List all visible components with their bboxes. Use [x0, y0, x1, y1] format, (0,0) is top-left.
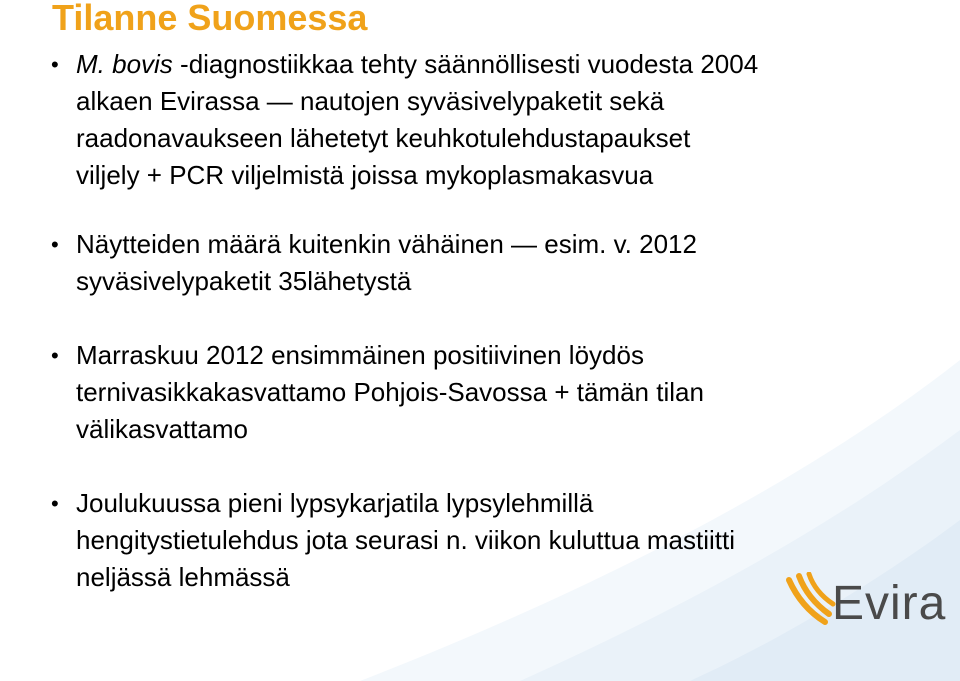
- bullet-line: Joulukuussa pieni lypsykarjatila lypsylehmillä: [76, 488, 594, 518]
- bullet-line: Näytteiden määrä kuitenkin vähäinen — esim. v. 2012: [76, 229, 697, 259]
- bullet-dot-icon: •: [51, 343, 59, 368]
- evira-wordmark: Evira: [832, 577, 947, 630]
- bullet-item: [51, 46, 946, 194]
- bullet-line: syväsivelypaketit 35lähetystä: [76, 266, 412, 296]
- bullet-line: Marraskuu 2012 ensimmäinen positiivinen löydös: [76, 340, 644, 370]
- bullet-dot-icon: •: [51, 491, 59, 516]
- bullet-line: ternivasikkakasvattamo Pohjois-Savossa + tämän tilan: [76, 377, 704, 407]
- bullet-line: [76, 46, 946, 83]
- bullet-line: alkaen Evirassa — nautojen syväsivelypaketit sekä: [76, 86, 665, 116]
- organism-name: M. bovis: [76, 49, 173, 79]
- bullet-line: raadonavaukseen lähetetyt keuhkotulehdustapaukset: [76, 123, 691, 153]
- bullet-item: [51, 226, 946, 300]
- bullet-line: viljely + PCR viljelmistä joissa mykoplasmakasvua: [76, 160, 654, 190]
- bullet-dot-icon: •: [51, 52, 59, 77]
- slide-title: Tilanne Suomessa: [52, 0, 368, 38]
- bullet-item: [51, 337, 946, 448]
- bullet-dot-icon: •: [51, 232, 59, 257]
- bullet-line: välikasvattamo: [76, 414, 248, 444]
- bullet-line: hengitystietulehdus jota seurasi n. viikon kuluttua mastiitti: [76, 525, 736, 555]
- evira-logo: [785, 572, 955, 636]
- bullet-line: neljässä lehmässä: [76, 562, 290, 592]
- bullet-text: -diagnostiikkaa tehty säännöllisesti vuodesta 2004: [172, 49, 759, 79]
